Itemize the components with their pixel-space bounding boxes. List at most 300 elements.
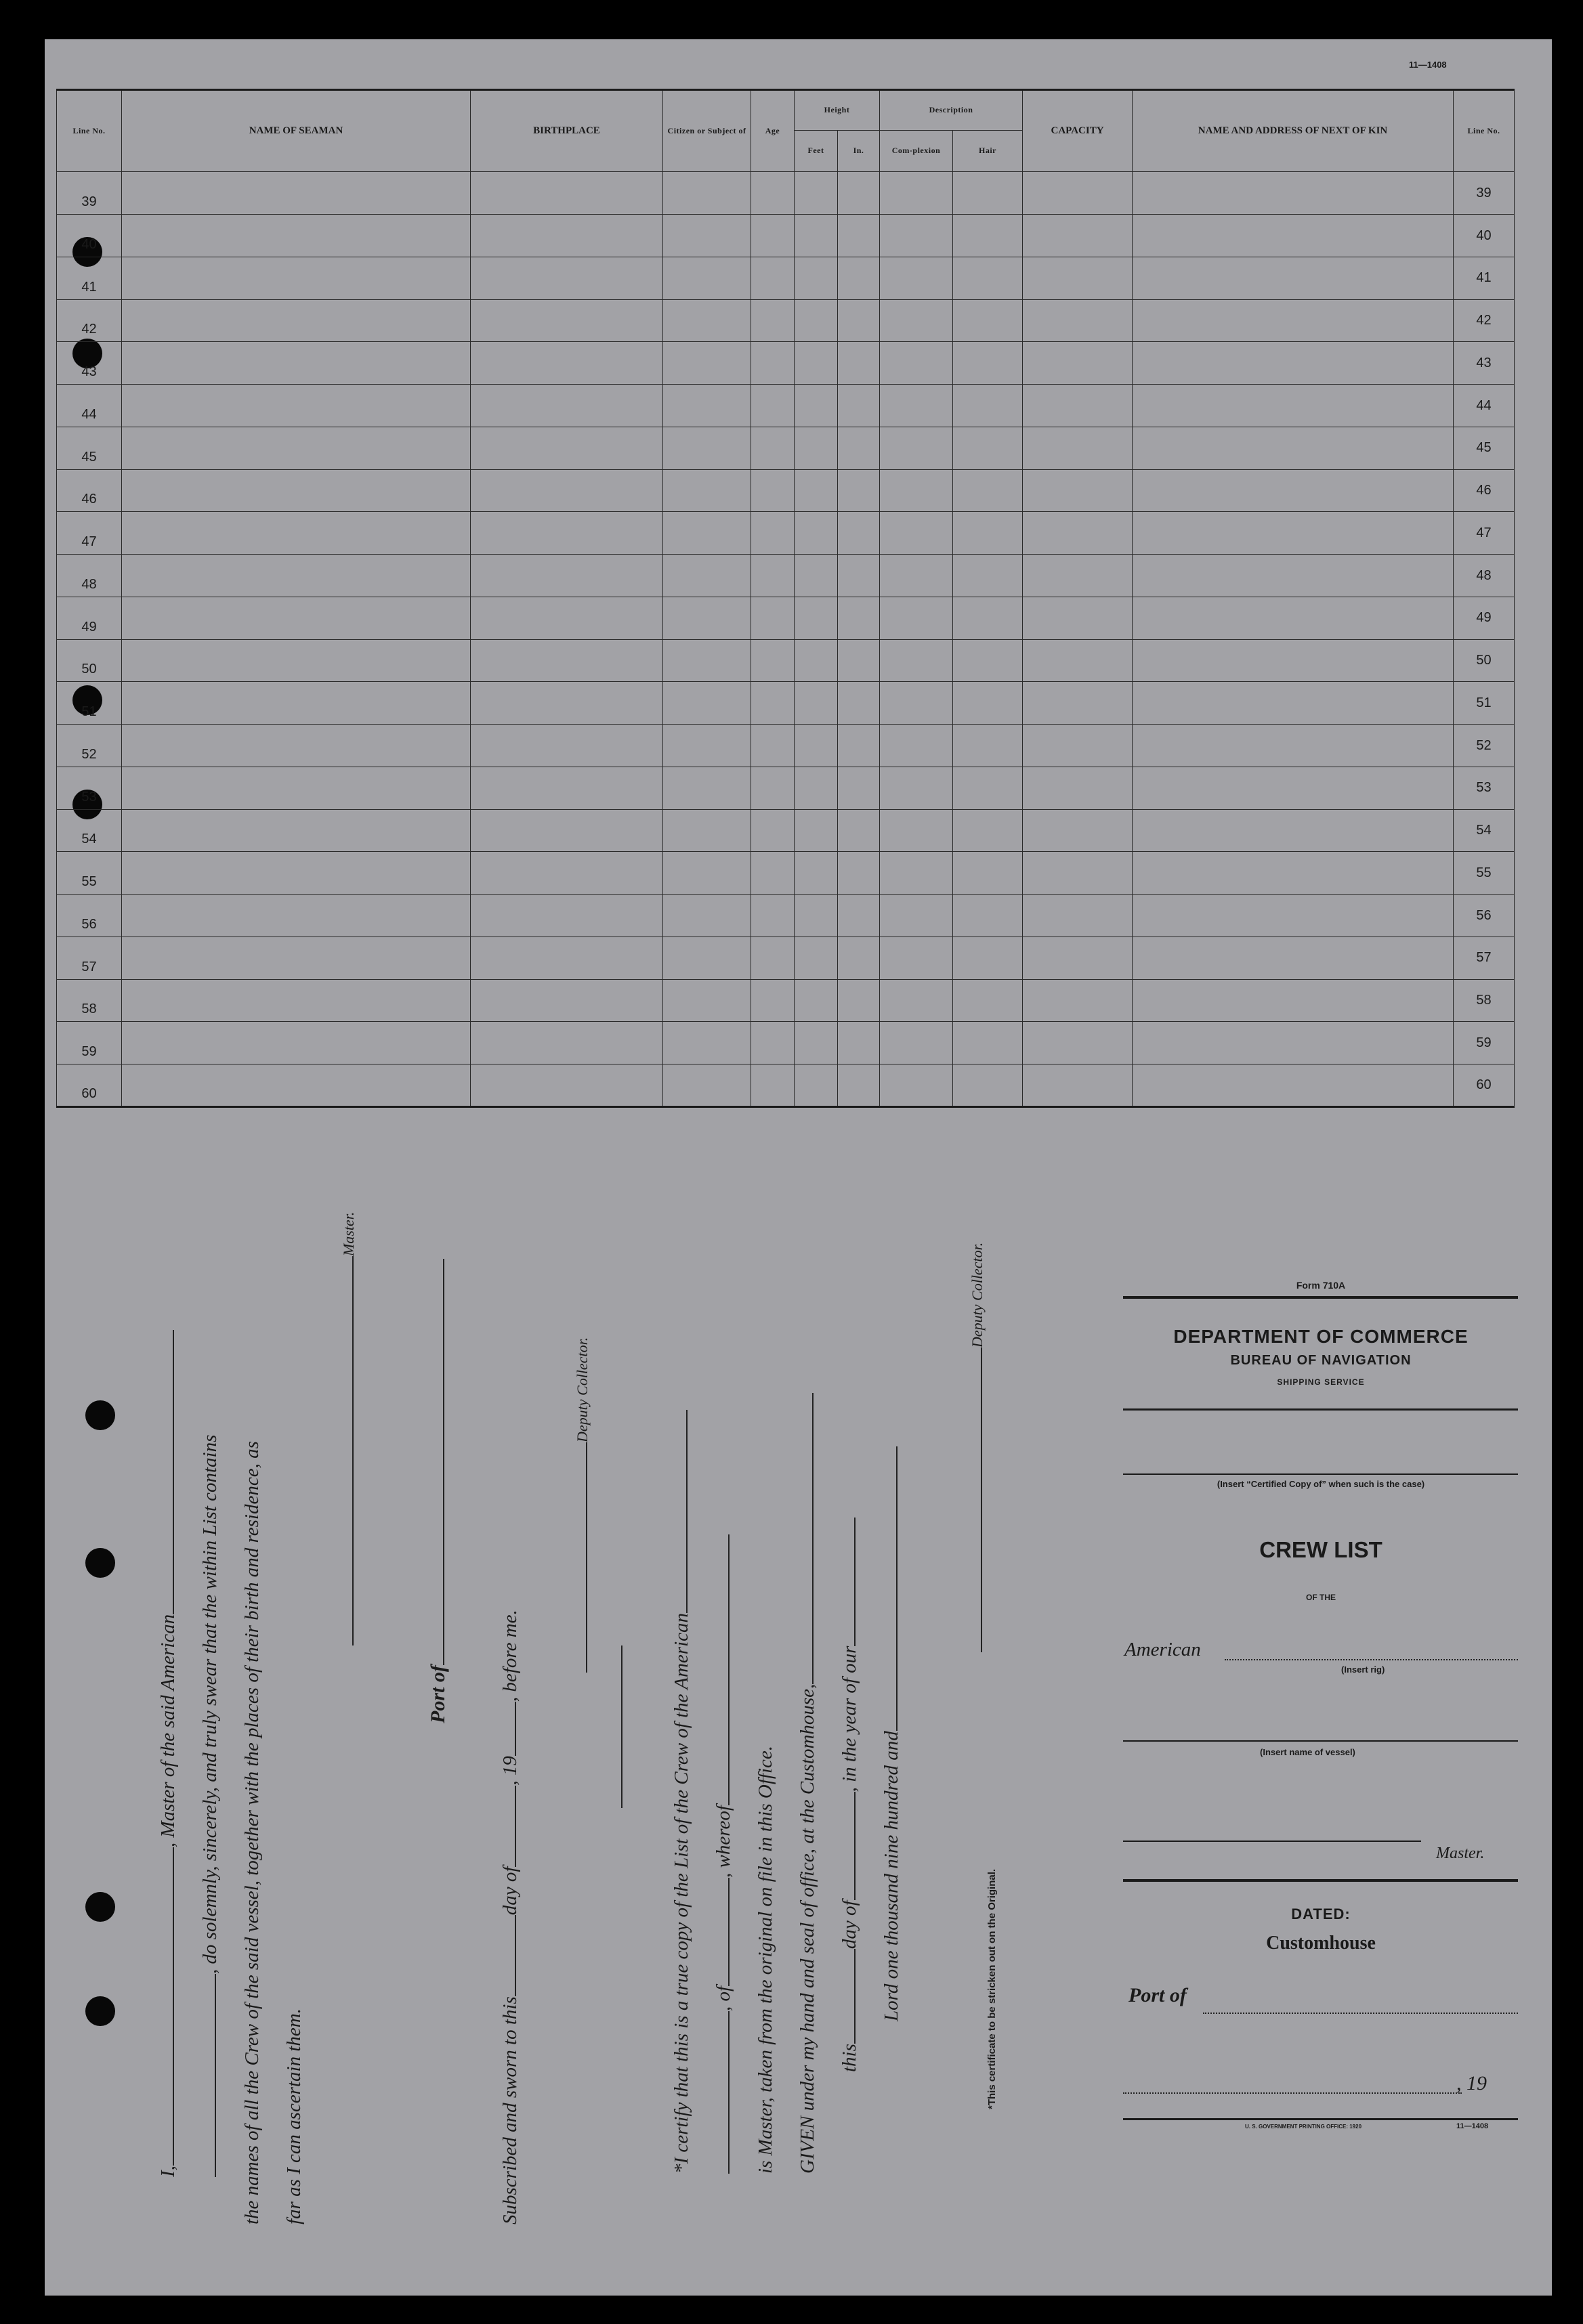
blank-cell — [471, 1064, 663, 1107]
blank-cell — [471, 895, 663, 937]
line-number-right: 47 — [1454, 512, 1515, 555]
oath-text: Lord one thousand nine hundred and — [881, 1731, 902, 2021]
blank-cell — [663, 257, 751, 299]
punch-hole — [85, 1892, 115, 1922]
line-number: 54 — [57, 809, 122, 852]
header-next-of-kin: NAME AND ADDRESS OF NEXT OF KIN — [1133, 90, 1454, 172]
blank-cell — [1133, 809, 1454, 852]
blank-cell — [880, 725, 953, 767]
blank-cell — [795, 172, 838, 215]
blank-cell — [1133, 555, 1454, 597]
blank-cell — [1023, 469, 1133, 512]
header-line-no: Line No. — [57, 90, 122, 172]
table-row — [57, 215, 1515, 257]
line-number-right: 41 — [1454, 257, 1515, 299]
blank-cell — [795, 342, 838, 385]
blank-cell — [953, 427, 1023, 469]
blank-field — [839, 1518, 856, 1646]
line-number: 46 — [57, 469, 122, 512]
divider — [1123, 1879, 1518, 1882]
crew-table — [56, 89, 1515, 1108]
blank-cell — [122, 852, 471, 895]
table-row — [57, 385, 1515, 427]
punch-hole — [85, 1400, 115, 1430]
blank-cell — [953, 725, 1023, 767]
blank-cell — [880, 979, 953, 1022]
blank-cell — [471, 385, 663, 427]
blank-cell — [122, 172, 471, 215]
blank-cell — [1023, 767, 1133, 809]
blank-cell — [953, 215, 1023, 257]
blank-cell — [471, 427, 663, 469]
blank-cell — [1133, 427, 1454, 469]
blank-cell — [880, 342, 953, 385]
header-hair: Hair — [953, 130, 1023, 172]
blank-cell — [795, 852, 838, 895]
table-row — [57, 342, 1515, 385]
line-number-right: 51 — [1454, 682, 1515, 725]
blank-cell — [1023, 172, 1133, 215]
blank-cell — [838, 809, 880, 852]
blank-cell — [1133, 937, 1454, 979]
blank-cell — [1133, 385, 1454, 427]
blank-field — [337, 1337, 354, 1645]
blank-cell — [795, 215, 838, 257]
blank-cell — [471, 299, 663, 342]
rotated-line — [427, 1259, 450, 1723]
blank-cell — [953, 597, 1023, 639]
blank-cell — [751, 427, 795, 469]
table-row — [57, 172, 1515, 215]
blank-field — [337, 1256, 354, 1337]
table-row — [57, 767, 1515, 809]
blank-cell — [751, 895, 795, 937]
blank-cell — [1133, 852, 1454, 895]
blank-cell — [1023, 852, 1133, 895]
blank-cell — [880, 1022, 953, 1064]
blank-cell — [1023, 257, 1133, 299]
blank-cell — [1023, 1022, 1133, 1064]
blank-cell — [663, 895, 751, 937]
blank-cell — [122, 299, 471, 342]
line-number-right: 55 — [1454, 852, 1515, 895]
blank-cell — [795, 895, 838, 937]
blank-cell — [751, 809, 795, 852]
blank-cell — [953, 172, 1023, 215]
port-of-label: Port of — [427, 1665, 449, 1723]
line-number: 44 — [57, 385, 122, 427]
blank-cell — [838, 767, 880, 809]
oath-text: the names of all the Crew of the said vessel, together with the places of their birth and residence, as — [241, 1441, 263, 2224]
divider — [1123, 1408, 1518, 1411]
blank-cell — [471, 767, 663, 809]
blank-field — [797, 1393, 814, 1684]
blank-cell — [795, 427, 838, 469]
blank-cell — [663, 172, 751, 215]
blank-cell — [471, 809, 663, 852]
table-row — [57, 895, 1515, 937]
cover-panel — [1111, 1280, 1531, 2133]
blank-cell — [880, 852, 953, 895]
blank-cell — [838, 895, 880, 937]
blank-cell — [471, 215, 663, 257]
line-number: 57 — [57, 937, 122, 979]
blank-cell — [663, 1022, 751, 1064]
blank-cell — [1133, 257, 1454, 299]
blank-cell — [880, 937, 953, 979]
header-description: Description — [880, 90, 1023, 131]
blank-cell — [880, 767, 953, 809]
blank-cell — [122, 639, 471, 682]
blank-cell — [1133, 172, 1454, 215]
blank-cell — [122, 555, 471, 597]
blank-cell — [953, 555, 1023, 597]
line-number-right: 52 — [1454, 725, 1515, 767]
table-row — [57, 299, 1515, 342]
blank-cell — [1023, 895, 1133, 937]
cover-form-number: 11—1408 — [1456, 2122, 1489, 2130]
blank-cell — [663, 427, 751, 469]
line-number-right: 53 — [1454, 767, 1515, 809]
table-row — [57, 937, 1515, 979]
blank-cell — [880, 895, 953, 937]
table-row — [57, 1064, 1515, 1107]
table-row — [57, 979, 1515, 1022]
blank-cell — [751, 1022, 795, 1064]
blank-cell — [751, 852, 795, 895]
blank-cell — [751, 299, 795, 342]
oath-text: day of — [499, 1866, 521, 1916]
blank-cell — [471, 597, 663, 639]
table-row — [57, 469, 1515, 512]
blank-cell — [795, 725, 838, 767]
blank-cell — [953, 639, 1023, 682]
blank-cell — [1133, 512, 1454, 555]
line-number: 40 — [57, 215, 122, 257]
rotated-line — [797, 1393, 819, 2174]
blank-cell — [471, 469, 663, 512]
blank-cell — [1023, 809, 1133, 852]
blank-cell — [1023, 597, 1133, 639]
customhouse-label: Customhouse — [1266, 1933, 1376, 1954]
line-number-right: 48 — [1454, 555, 1515, 597]
blank-cell — [471, 172, 663, 215]
blank-cell — [880, 639, 953, 682]
line-number-right: 45 — [1454, 427, 1515, 469]
oath-text: , Master of the said American — [157, 1614, 179, 1848]
blank-cell — [953, 469, 1023, 512]
blank-cell — [880, 215, 953, 257]
blank-cell — [751, 385, 795, 427]
blank-cell — [953, 1022, 1023, 1064]
oath-text: far as I can ascertain them. — [283, 2008, 305, 2224]
header-line-no-right: Line No. — [1454, 90, 1515, 172]
blank-cell — [880, 682, 953, 725]
blank-cell — [953, 895, 1023, 937]
blank-cell — [663, 215, 751, 257]
blank-field — [571, 1469, 587, 1673]
blank-cell — [471, 342, 663, 385]
line-number: 51 — [57, 682, 122, 725]
header-inches: In. — [838, 130, 880, 172]
department-title: DEPARTMENT OF COMMERCE — [1173, 1326, 1469, 1347]
blank-cell — [795, 555, 838, 597]
blank-cell — [122, 597, 471, 639]
blank-field — [500, 1702, 516, 1756]
blank-cell — [751, 979, 795, 1022]
vessel-line — [1123, 1740, 1518, 1742]
blank-cell — [122, 895, 471, 937]
header-height: Height — [795, 90, 880, 131]
blank-cell — [1133, 725, 1454, 767]
blank-cell — [122, 682, 471, 725]
oath-text: , whereof — [713, 1805, 734, 1878]
oath-text: , 19 — [499, 1756, 521, 1786]
blank-cell — [122, 767, 471, 809]
insert-vessel-note: (Insert name of vessel) — [1260, 1747, 1355, 1757]
blank-cell — [838, 215, 880, 257]
blank-cell — [1023, 385, 1133, 427]
blank-cell — [953, 852, 1023, 895]
table-row — [57, 597, 1515, 639]
form-number: 11—1408 — [1409, 60, 1447, 70]
certified-copy-line — [1123, 1473, 1518, 1475]
blank-cell — [663, 299, 751, 342]
blank-cell — [663, 555, 751, 597]
blank-field — [500, 1915, 516, 1996]
blank-cell — [795, 299, 838, 342]
blank-field — [200, 1974, 216, 2177]
blank-cell — [1023, 725, 1133, 767]
blank-cell — [953, 809, 1023, 852]
blank-cell — [751, 342, 795, 385]
blank-cell — [1133, 299, 1454, 342]
table-row — [57, 852, 1515, 895]
rotated-line — [881, 1446, 903, 2021]
blank-field — [428, 1259, 444, 1665]
crew-list-title: CREW LIST — [1259, 1537, 1383, 1562]
blank-cell — [1023, 979, 1133, 1022]
blank-field — [839, 1792, 856, 1900]
blank-cell — [663, 1064, 751, 1107]
line-number: 49 — [57, 597, 122, 639]
master-label: Master. — [1436, 1845, 1485, 1862]
blank-cell — [880, 172, 953, 215]
table-row — [57, 725, 1515, 767]
table-row — [57, 809, 1515, 852]
line-number: 60 — [57, 1064, 122, 1107]
table-row — [57, 555, 1515, 597]
blank-field — [713, 2011, 730, 2174]
table-row — [57, 427, 1515, 469]
blank-cell — [1023, 427, 1133, 469]
blank-field — [500, 1786, 516, 1867]
divider — [1123, 2118, 1518, 2120]
rotated-line — [241, 1441, 263, 2224]
blank-cell — [122, 1064, 471, 1107]
blank-cell — [1023, 682, 1133, 725]
blank-cell — [751, 555, 795, 597]
blank-cell — [1023, 215, 1133, 257]
blank-cell — [663, 639, 751, 682]
divider — [1123, 1296, 1518, 1299]
line-number: 47 — [57, 512, 122, 555]
blank-cell — [122, 385, 471, 427]
blank-cell — [838, 172, 880, 215]
blank-cell — [795, 385, 838, 427]
line-number-right: 59 — [1454, 1022, 1515, 1064]
blank-cell — [751, 682, 795, 725]
oath-text: this — [839, 2044, 860, 2072]
line-number-right: 44 — [1454, 385, 1515, 427]
blank-field — [158, 1847, 174, 2166]
blank-cell — [663, 682, 751, 725]
blank-cell — [1023, 512, 1133, 555]
blank-cell — [1023, 639, 1133, 682]
line-number-right: 49 — [1454, 597, 1515, 639]
blank-cell — [880, 809, 953, 852]
blank-cell — [838, 385, 880, 427]
blank-cell — [1133, 469, 1454, 512]
blank-cell — [838, 1064, 880, 1107]
blank-cell — [795, 1022, 838, 1064]
oath-text: Subscribed and sworn to this — [499, 1996, 521, 2224]
blank-cell — [880, 385, 953, 427]
line-number-right: 56 — [1454, 895, 1515, 937]
line-number-right: 58 — [1454, 979, 1515, 1022]
blank-cell — [122, 1022, 471, 1064]
rotated-line — [283, 2008, 305, 2224]
blank-cell — [471, 639, 663, 682]
blank-cell — [838, 979, 880, 1022]
printing-office: U. S. GOVERNMENT PRINTING OFFICE: 1920 — [1245, 2124, 1362, 2130]
blank-cell — [471, 725, 663, 767]
blank-cell — [838, 682, 880, 725]
blank-cell — [1023, 555, 1133, 597]
american-label: American — [1124, 1639, 1201, 1660]
blank-cell — [1133, 682, 1454, 725]
blank-cell — [795, 639, 838, 682]
line-number-right: 42 — [1454, 299, 1515, 342]
oath-text: day of — [839, 1900, 860, 1950]
oath-text: GIVEN under my hand and seal of office, at the Customhouse, — [797, 1683, 818, 2174]
form-710a: Form 710A — [1296, 1280, 1346, 1291]
blank-cell — [1133, 639, 1454, 682]
blank-cell — [471, 512, 663, 555]
blank-cell — [838, 852, 880, 895]
blank-field — [966, 1354, 982, 1652]
blank-cell — [953, 512, 1023, 555]
blank-field — [158, 1330, 174, 1614]
blank-cell — [795, 1064, 838, 1107]
blank-cell — [795, 809, 838, 852]
blank-cell — [471, 852, 663, 895]
line-number-right: 57 — [1454, 937, 1515, 979]
blank-cell — [663, 767, 751, 809]
rotated-line — [157, 1330, 180, 2177]
blank-cell — [1023, 1064, 1133, 1107]
blank-cell — [751, 1064, 795, 1107]
table-row — [57, 512, 1515, 555]
port-line — [1203, 2013, 1518, 2015]
line-number: 45 — [57, 427, 122, 469]
punch-hole — [85, 1548, 115, 1578]
blank-cell — [953, 767, 1023, 809]
line-number: 53 — [57, 767, 122, 809]
blank-cell — [122, 342, 471, 385]
blank-cell — [1133, 895, 1454, 937]
blank-cell — [880, 427, 953, 469]
blank-cell — [471, 682, 663, 725]
rotated-line — [199, 1435, 221, 2177]
of-the: OF THE — [1306, 1593, 1336, 1602]
blank-cell — [953, 299, 1023, 342]
blank-cell — [122, 215, 471, 257]
master-line — [1123, 1841, 1421, 1842]
blank-cell — [838, 937, 880, 979]
blank-cell — [751, 469, 795, 512]
date-line — [1123, 2092, 1462, 2095]
table-row — [57, 639, 1515, 682]
blank-cell — [471, 257, 663, 299]
oath-text: *I certify that this is a true copy of the List of the Crew of the American — [671, 1612, 692, 2174]
blank-cell — [838, 1022, 880, 1064]
blank-cell — [1133, 1022, 1454, 1064]
blank-cell — [751, 512, 795, 555]
blank-cell — [1023, 342, 1133, 385]
blank-cell — [122, 469, 471, 512]
line-number: 50 — [57, 639, 122, 682]
blank-cell — [953, 385, 1023, 427]
blank-cell — [795, 512, 838, 555]
oath-text: I, — [157, 2166, 179, 2177]
rotated-line — [337, 1212, 358, 1645]
header-name-of-seaman: NAME OF SEAMAN — [122, 90, 471, 172]
service-title: SHIPPING SERVICE — [1277, 1377, 1365, 1387]
blank-cell — [953, 257, 1023, 299]
blank-cell — [751, 215, 795, 257]
blank-cell — [1133, 979, 1454, 1022]
header-citizen: Citizen or Subject of — [663, 90, 751, 172]
blank-cell — [880, 257, 953, 299]
certified-copy-note: (Insert “Certified Copy of” when such is the case) — [1217, 1479, 1425, 1489]
rig-line — [1225, 1659, 1518, 1662]
line-number: 41 — [57, 257, 122, 299]
oath-text: , before me. — [499, 1610, 521, 1702]
deputy-collector-label: Deputy Collector. — [574, 1337, 591, 1442]
port-of-label: Port of — [1128, 1984, 1187, 2006]
blank-cell — [663, 512, 751, 555]
line-number: 59 — [57, 1022, 122, 1064]
line-number-right: 43 — [1454, 342, 1515, 385]
blank-field — [881, 1446, 898, 1731]
blank-cell — [880, 469, 953, 512]
blank-cell — [795, 767, 838, 809]
blank-cell — [838, 427, 880, 469]
blank-cell — [880, 597, 953, 639]
blank-cell — [122, 427, 471, 469]
blank-cell — [471, 1022, 663, 1064]
blank-cell — [471, 555, 663, 597]
blank-field — [713, 1878, 730, 1986]
blank-cell — [953, 937, 1023, 979]
blank-field — [839, 1949, 856, 2044]
blank-field — [713, 1534, 730, 1805]
blank-cell — [880, 512, 953, 555]
blank-cell — [663, 469, 751, 512]
blank-cell — [1023, 937, 1133, 979]
oath-text: , do solemnly, sincerely, and truly swear that the within List contains — [199, 1434, 221, 1974]
